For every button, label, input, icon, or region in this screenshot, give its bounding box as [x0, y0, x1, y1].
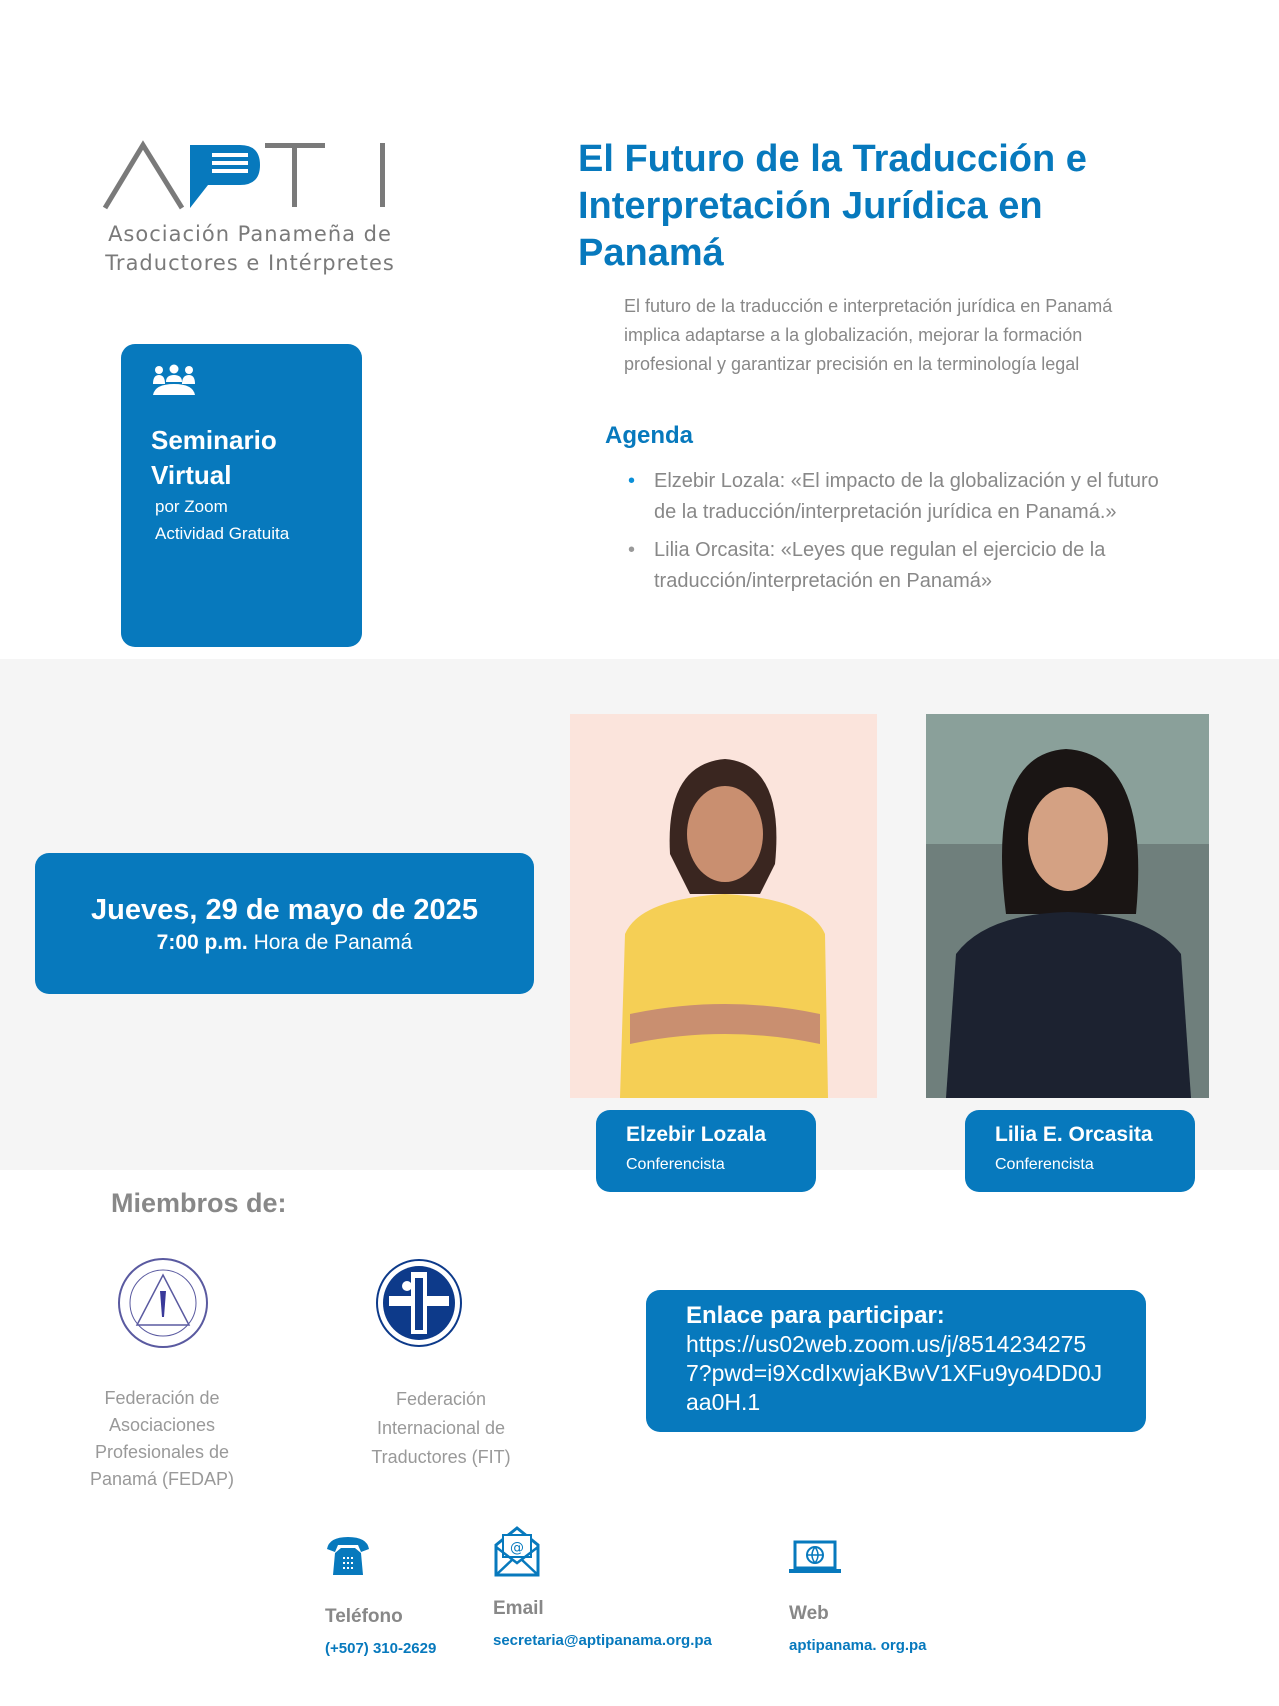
agenda-heading: Agenda [605, 422, 694, 449]
description: El futuro de la traducción e interpretación jurídica en Panamá implica adaptarse a la globalización, mejorar la formación profesional y garantizar precisión en la terminología legal [624, 296, 1113, 374]
seminar-cost: Actividad Gratuita [155, 524, 290, 543]
fit-caption: Federación Internacional de Traductores (FIT) [371, 1389, 511, 1467]
seminar-title: Seminario Virtual [151, 425, 277, 490]
speaker-role: Conferencista [995, 1156, 1094, 1173]
email-contact [493, 1525, 712, 1649]
web-contact [789, 1540, 927, 1654]
speaker-role: Conferencista [626, 1156, 725, 1173]
fedap-logo [117, 1257, 209, 1354]
speaker-card-elzebir [596, 1110, 816, 1192]
fedap-caption: Federación de Asociaciones Profesionales de Panamá (FEDAP) [89, 1388, 235, 1489]
email-icon [493, 1525, 541, 1577]
web-value[interactable]: aptipanama. org.pa [789, 1637, 927, 1654]
speaker-name: Lilia E. Orcasita [995, 1123, 1153, 1146]
zoom-link[interactable]: https://us02web.zoom.us/j/85142342757?pwd=i9XcdIxwjaKBwV1XFu9yo4DD0Jaa0H.1 [686, 1331, 1103, 1415]
event-date-card [35, 853, 534, 994]
members-heading: Miembros de: [111, 1188, 287, 1218]
agenda-list [628, 466, 1168, 604]
zoom-link-card [646, 1290, 1146, 1432]
laptop-globe-icon [789, 1540, 841, 1574]
group-icon [151, 364, 197, 396]
event-timezone: Hora de Panamá [253, 931, 413, 954]
seminar-platform: por Zoom [155, 497, 228, 516]
page-title: El Futuro de la Traducción e Interpretación Jurídica en Panamá [578, 138, 1087, 274]
speaker-name: Elzebir Lozala [626, 1123, 767, 1146]
link-heading: Enlace para participar: [686, 1302, 945, 1329]
logo-line-1: Asociación Panameña de [108, 222, 392, 246]
speaker-photo-elzebir [570, 714, 877, 1098]
fit-logo [375, 1258, 463, 1353]
event-date: Jueves, 29 de mayo de 2025 [91, 894, 478, 926]
phone-label: Teléfono [325, 1606, 403, 1627]
phone-contact [325, 1535, 436, 1657]
email-value[interactable]: secretaria@aptipanama.org.pa [493, 1632, 712, 1649]
event-time: 7:00 p.m. [156, 931, 248, 954]
web-label: Web [789, 1603, 829, 1624]
speaker-card-lilia [965, 1110, 1195, 1192]
svg-text:@: @ [510, 1540, 524, 1556]
agenda-item: • Elzebir Lozala: «El impacto de la globalización y el futuro de la traducción/interpretación jurídica en Panamá.» [628, 470, 1159, 523]
logo-subtitle [55, 220, 445, 278]
agenda-item: • Lilia Orcasita: «Leyes que regulan el ejercicio de la traducción/interpretación en Panamá» [628, 539, 1106, 592]
email-label: Email [493, 1598, 544, 1619]
phone-value[interactable]: (+507) 310-2629 [325, 1640, 437, 1657]
logo-line-2: Traductores e Intérpretes [105, 251, 395, 275]
phone-icon [325, 1535, 371, 1577]
apti-logo [100, 140, 400, 210]
seminar-card [121, 344, 362, 647]
speaker-photo-lilia [926, 714, 1209, 1098]
